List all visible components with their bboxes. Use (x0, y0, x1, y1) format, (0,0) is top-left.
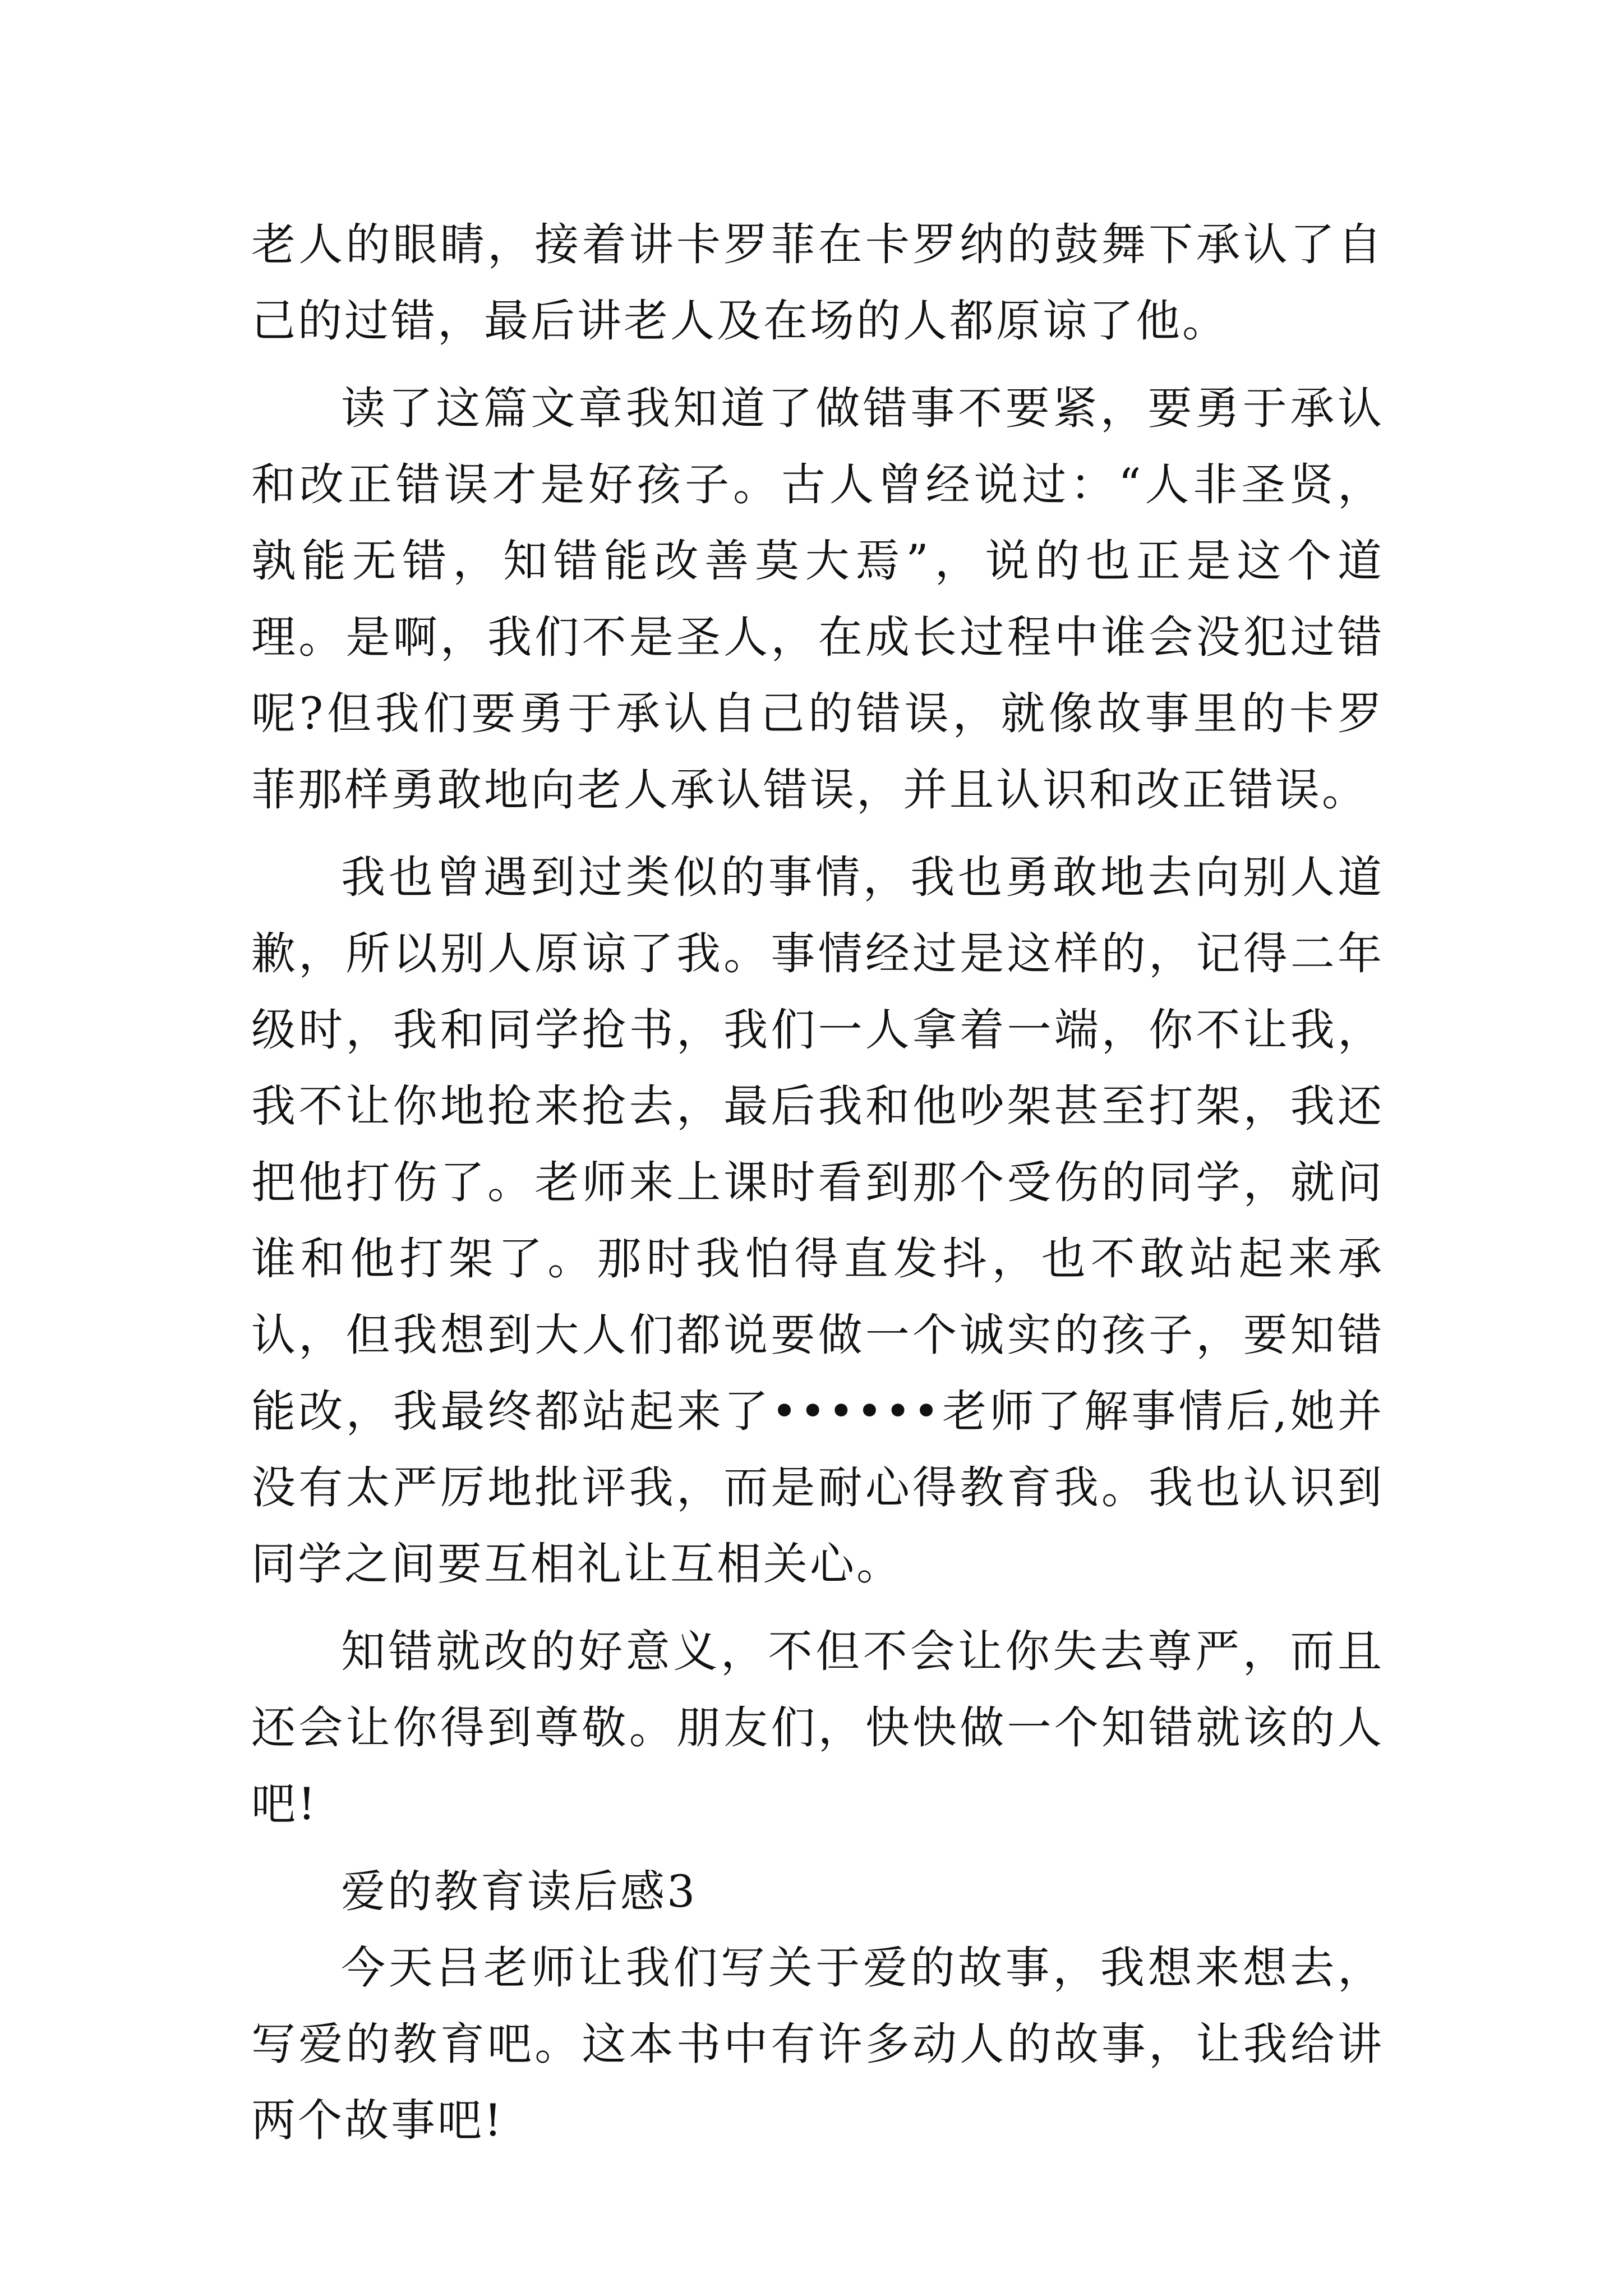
document-body (251, 206, 1384, 2159)
section-heading: 爱的教育读后感3 (341, 1866, 698, 1917)
paragraph-intro: 今天吕老师让我们写关于爱的故事，我想来想去，写爱的教育吧。这本书中有许多动人的故事，让我给讲两个故事吧! (251, 1942, 1384, 2146)
paragraph-reflection: 读了这篇文章我知道了做错事不要紧，要勇于承认和改正错误才是好孩子。古人曾经说过：“人非圣贤，孰能无错，知错能改善莫大焉”，说的也正是这个道理。是啊，我们不是圣人，在成长过程中谁会没犯过错呢?但我们要勇于承认自己的错误，就像故事里的卡罗菲那样勇敢地向老人承认错误，并且认识和改正错误。 (251, 383, 1384, 816)
paragraph-continuation: 老人的眼睛，接着讲卡罗菲在卡罗纳的鼓舞下承认了自己的过错，最后讲老人及在场的人都原谅了他。 (251, 219, 1384, 347)
paragraph-personal-story: 我也曾遇到过类似的事情，我也勇敢地去向别人道歉，所以别人原谅了我。事情经过是这样的，记得二年级时，我和同学抢书，我们一人拿着一端，你不让我，我不让你地抢来抢去，最后我和他吵架甚至打架，我还把他打伤了。老师来上课时看到那个受伤的同学，就问谁和他打架了。那时我怕得直发抖，也不敢站起来承认，但我想到大人们都说要做一个诚实的孩子，要知错能改，我最终都站起来了••••••老师了解事情后,她并没有太严厉地批评我，而是耐心得教育我。我也认识到同学之间要互相礼让互相关心。 (251, 852, 1384, 1590)
paragraph-conclusion: 知错就改的好意义，不但不会让你失去尊严，而且还会让你得到尊敬。朋友们，快快做一个知错就该的人吧! (251, 1626, 1384, 1830)
